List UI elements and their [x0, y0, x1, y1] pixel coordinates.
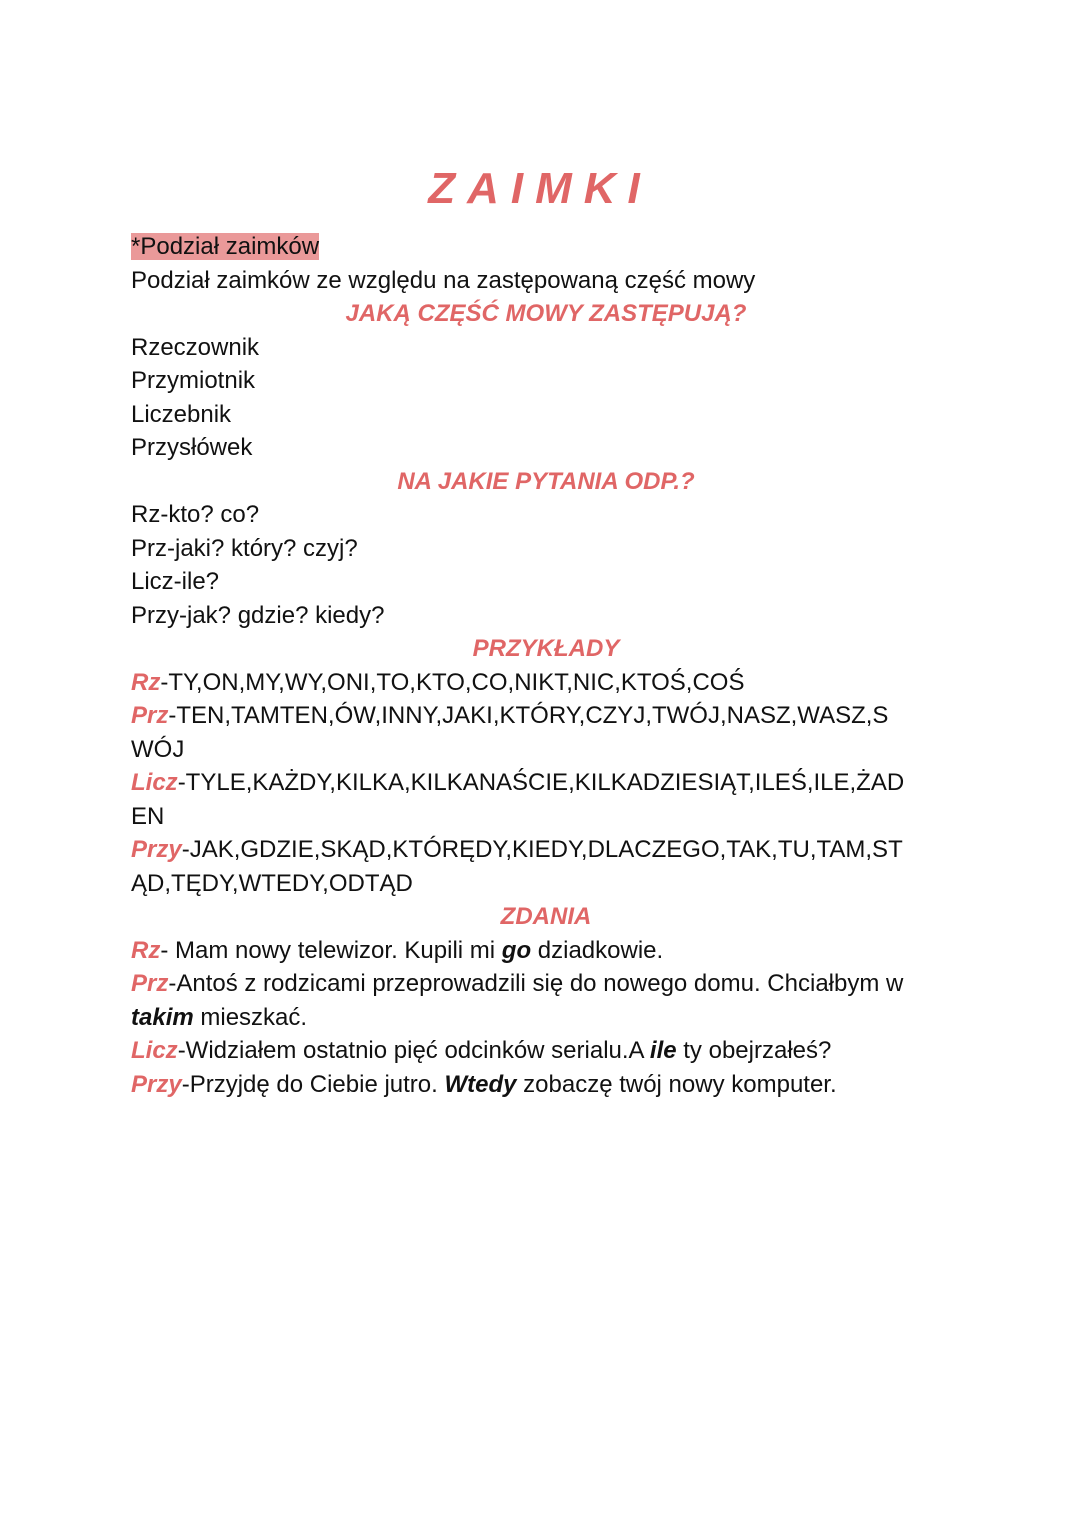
- pronoun-emphasis: takim: [131, 1003, 194, 1031]
- tag-label: Rz: [131, 668, 161, 696]
- sentence-line: [131, 1034, 961, 1068]
- example-line: [131, 699, 961, 733]
- page-title: ZAIMKI: [428, 164, 652, 213]
- pronoun-emphasis: go: [501, 936, 532, 964]
- tag-label: Prz: [131, 702, 169, 729]
- pronoun-emphasis: Wtedy: [444, 1070, 517, 1098]
- sentence-text: dziadkowie.: [531, 936, 664, 964]
- tag-label: Licz: [131, 769, 178, 796]
- sentence-text: -Widziałem ostatnio pięć odcinków serialu.A: [177, 1037, 650, 1064]
- example-line: [131, 766, 961, 800]
- sentence-text: mieszkać.: [193, 1003, 308, 1031]
- example-text: -JAK,GDZIE,SKĄD,KTÓRĘDY,KIEDY,DLACZEGO,TAK,TU,TAM,ST: [181, 836, 903, 863]
- list-item: Rz-kto? co?: [131, 501, 260, 528]
- pronoun-emphasis: ile: [649, 1037, 677, 1064]
- sentence-text: -Przyjdę do Ciebie jutro.: [181, 1070, 445, 1098]
- tag-label: Przy: [131, 836, 182, 863]
- list-item: Rzeczownik: [131, 333, 260, 361]
- document-body: [131, 230, 961, 1101]
- sentence-line: [131, 967, 961, 1001]
- intro-text: Podział zaimków ze względu na zastępowaną część mowy: [131, 266, 756, 294]
- highlighted-label: *Podział zaimków: [131, 233, 320, 260]
- list-item: Przy-jak? gdzie? kiedy?: [131, 601, 385, 629]
- sentence-text: - Mam nowy telewizor. Kupili mi: [160, 936, 502, 964]
- heading-parts: JAKĄ CZĘŚĆ MOWY ZASTĘPUJĄ?: [345, 300, 747, 327]
- list-item: Prz-jaki? który? czyj?: [131, 534, 358, 562]
- example-text: -TY,ON,MY,WY,ONI,TO,KTO,CO,NIKT,NIC,KTOŚ,COŚ: [160, 668, 745, 696]
- heading-sentences: ZDANIA: [500, 903, 592, 930]
- tag-label: Licz: [131, 1037, 178, 1064]
- example-line-cont: WÓJ: [131, 735, 185, 763]
- sentence-text: zobaczę twój nowy komputer.: [516, 1070, 837, 1098]
- example-line-cont: ĄD,TĘDY,WTEDY,ODTĄD: [131, 869, 413, 897]
- tag-label: Prz: [131, 970, 169, 997]
- sentence-line-cont: [131, 1001, 961, 1035]
- example-text: -TEN,TAMTEN,ÓW,INNY,JAKI,KTÓRY,CZYJ,TWÓJ,NASZ,WASZ,S: [168, 702, 889, 729]
- tag-label: Przy: [131, 1070, 182, 1098]
- sentence-text: ty obejrzałeś?: [676, 1037, 832, 1064]
- sentence-text: -Antoś z rodzicami przeprowadzili się do nowego domu. Chciałbym w: [168, 970, 904, 997]
- example-line: [131, 833, 961, 867]
- tag-label: Rz: [131, 936, 161, 964]
- heading-questions: NA JAKIE PYTANIA ODP.?: [397, 467, 695, 495]
- list-item: Liczebnik: [131, 400, 232, 428]
- sentence-line: [131, 934, 961, 968]
- list-item: Przysłówek: [131, 434, 253, 461]
- list-item: Przymiotnik: [131, 367, 256, 394]
- list-item: Licz-ile?: [131, 568, 220, 595]
- sentence-line: [131, 1068, 961, 1102]
- heading-examples: PRZYKŁADY: [472, 635, 620, 662]
- example-text: -TYLE,KAŻDY,KILKA,KILKANAŚCIE,KILKADZIESIĄT,ILEŚ,ILE,ŻAD: [177, 769, 905, 796]
- section-label: [131, 230, 961, 264]
- example-line: [131, 666, 961, 700]
- example-line-cont: EN: [131, 802, 165, 830]
